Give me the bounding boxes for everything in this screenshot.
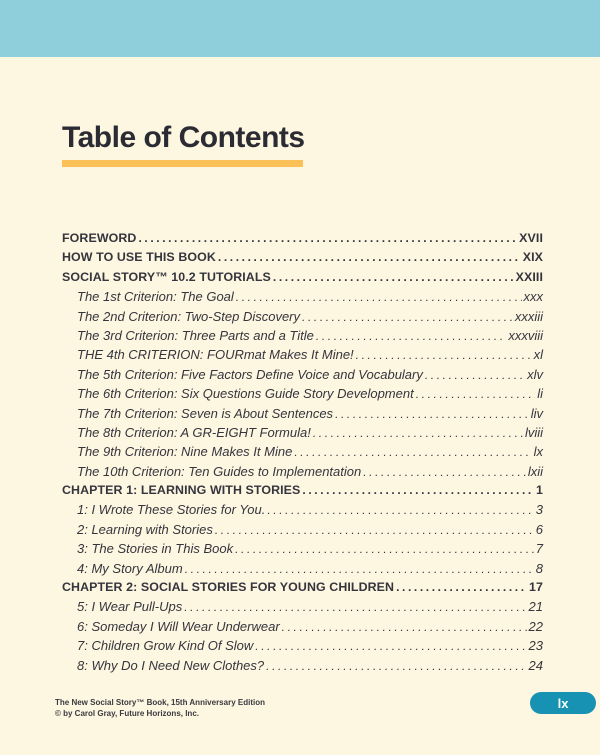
toc-entry <box>62 541 543 560</box>
dot-leader <box>316 328 506 343</box>
toc-entry-page: lx <box>533 444 543 460</box>
toc-entry <box>62 580 543 599</box>
toc-entry-page: xl <box>533 347 543 363</box>
toc-entry <box>62 386 543 405</box>
dot-leader <box>255 638 526 653</box>
toc-entry-page: 7 <box>535 541 543 557</box>
dot-leader <box>302 483 534 497</box>
toc-entry-page: liv <box>530 405 543 421</box>
dot-leader <box>138 231 517 245</box>
dot-leader <box>266 658 526 673</box>
toc-entry-title: The 10th Criterion: Ten Guides to Implementation <box>77 463 362 479</box>
toc-entry-page: xxxiii <box>514 308 543 324</box>
toc-entry <box>62 638 543 657</box>
toc-entry-page: 1 <box>536 483 543 498</box>
dot-leader <box>313 425 523 440</box>
toc-entry-title: HOW TO USE THIS BOOK <box>62 250 216 265</box>
toc-entry-title: 8: Why Do I Need New Clothes? <box>77 657 265 673</box>
toc-entry-page: xxxviii <box>508 327 543 343</box>
toc-entry-title: The 7th Criterion: Seven is About Sentences <box>77 405 334 421</box>
toc-entry-page: 6 <box>535 521 543 537</box>
toc-entry-page: 17 <box>529 580 543 595</box>
toc-entry-title: THE 4th CRITERION: FOURmat Makes It Mine! <box>77 347 354 363</box>
toc-entry-title: SOCIAL STORY™ 10.2 TUTORIALS <box>62 269 271 284</box>
dot-leader <box>282 619 527 634</box>
dot-leader <box>425 367 525 382</box>
footer-credits <box>55 697 265 719</box>
toc-entry-title: The 5th Criterion: Five Factors Define Voice and Vocabulary <box>77 366 423 382</box>
toc-entry-title: 3: The Stories in This Book <box>77 541 234 557</box>
toc-entry <box>62 250 543 269</box>
toc-entry <box>62 309 543 328</box>
dot-leader <box>185 561 534 576</box>
toc-list <box>62 231 543 677</box>
toc-entry <box>62 425 543 444</box>
dot-leader <box>235 541 534 556</box>
toc-entry-page: 21 <box>528 599 543 615</box>
dot-leader <box>184 599 526 614</box>
toc-entry <box>62 347 543 366</box>
page-number-label: lx <box>557 695 569 711</box>
toc-entry <box>62 561 543 580</box>
toc-entry-page: xxx <box>523 289 543 305</box>
toc-entry-title: The 2nd Criterion: Two-Step Discovery <box>77 308 301 324</box>
dot-leader <box>396 580 527 594</box>
toc-entry-title: FOREWORD <box>62 231 137 245</box>
dot-leader <box>294 444 531 459</box>
dot-leader <box>218 250 521 264</box>
toc-entry-page: 24 <box>528 657 543 673</box>
dot-leader <box>273 270 514 284</box>
toc-entry-title: 5: I Wear Pull-Ups <box>77 599 183 615</box>
toc-entry-page: XVII <box>519 231 543 245</box>
toc-entry-title: The 3rd Criterion: Three Parts and a Title <box>77 327 314 343</box>
page-number-badge <box>530 692 596 714</box>
dot-leader <box>302 309 513 324</box>
toc-entry <box>62 502 543 521</box>
dot-leader <box>416 386 536 401</box>
toc-entry-page: li <box>537 386 543 402</box>
toc-entry-title: 4: My Story Album <box>77 560 183 576</box>
toc-entry <box>62 444 543 463</box>
toc-entry <box>62 522 543 541</box>
toc-entry <box>62 619 543 638</box>
toc-entry-title: CHAPTER 1: LEARNING WITH STORIES <box>62 483 301 498</box>
toc-entry-title: 7: Children Grow Kind Of Slow <box>77 638 254 654</box>
toc-entry <box>62 367 543 386</box>
toc-entry-page: lviii <box>524 424 543 440</box>
dot-leader <box>215 522 534 537</box>
toc-entry-page: 22 <box>528 618 543 634</box>
toc-entry-title: The 8th Criterion: A GR-EIGHT Formula! <box>77 424 311 440</box>
toc-entry-title: The 6th Criterion: Six Questions Guide Story Development <box>77 386 414 402</box>
toc-entry-page: XXIII <box>515 269 543 284</box>
title-underline-bar <box>62 160 303 167</box>
dot-leader <box>363 464 526 479</box>
toc-entry-title: CHAPTER 2: SOCIAL STORIES FOR YOUNG CHILDREN <box>62 580 395 595</box>
toc-entry <box>62 406 543 425</box>
toc-entry-title: The 9th Criterion: Nine Makes It Mine <box>77 444 293 460</box>
dot-leader <box>236 289 522 304</box>
footer-book-title: The New Social Story™ Book, 15th Anniversary Edition <box>55 698 265 707</box>
toc-entry-page: XIX <box>522 250 543 265</box>
toc-entry-title: 1: I Wrote These Stories for You. <box>77 502 266 518</box>
toc-entry <box>62 658 543 677</box>
toc-entry <box>62 328 543 347</box>
toc-entry-page: 23 <box>528 638 543 654</box>
page-title: Table of Contents <box>62 121 305 154</box>
dot-leader <box>267 502 533 517</box>
toc-entry-page: xlv <box>527 366 543 382</box>
toc-entry <box>62 231 543 250</box>
toc-entry-page: 3 <box>535 502 543 518</box>
toc-entry <box>62 599 543 618</box>
toc-entry-title: 6: Someday I Will Wear Underwear <box>77 618 280 634</box>
footer-copyright: © by Carol Gray, Future Horizons, Inc. <box>55 709 199 718</box>
dot-leader <box>356 347 532 362</box>
top-color-band <box>0 0 600 57</box>
toc-entry <box>62 270 543 289</box>
toc-entry <box>62 483 543 502</box>
toc-entry-page: lxii <box>527 463 543 479</box>
toc-entry-title: The 1st Criterion: The Goal <box>77 289 234 305</box>
toc-entry <box>62 289 543 308</box>
toc-entry-page: 8 <box>535 560 543 576</box>
toc-entry <box>62 464 543 483</box>
dot-leader <box>335 406 529 421</box>
toc-entry-title: 2: Learning with Stories <box>77 521 213 537</box>
